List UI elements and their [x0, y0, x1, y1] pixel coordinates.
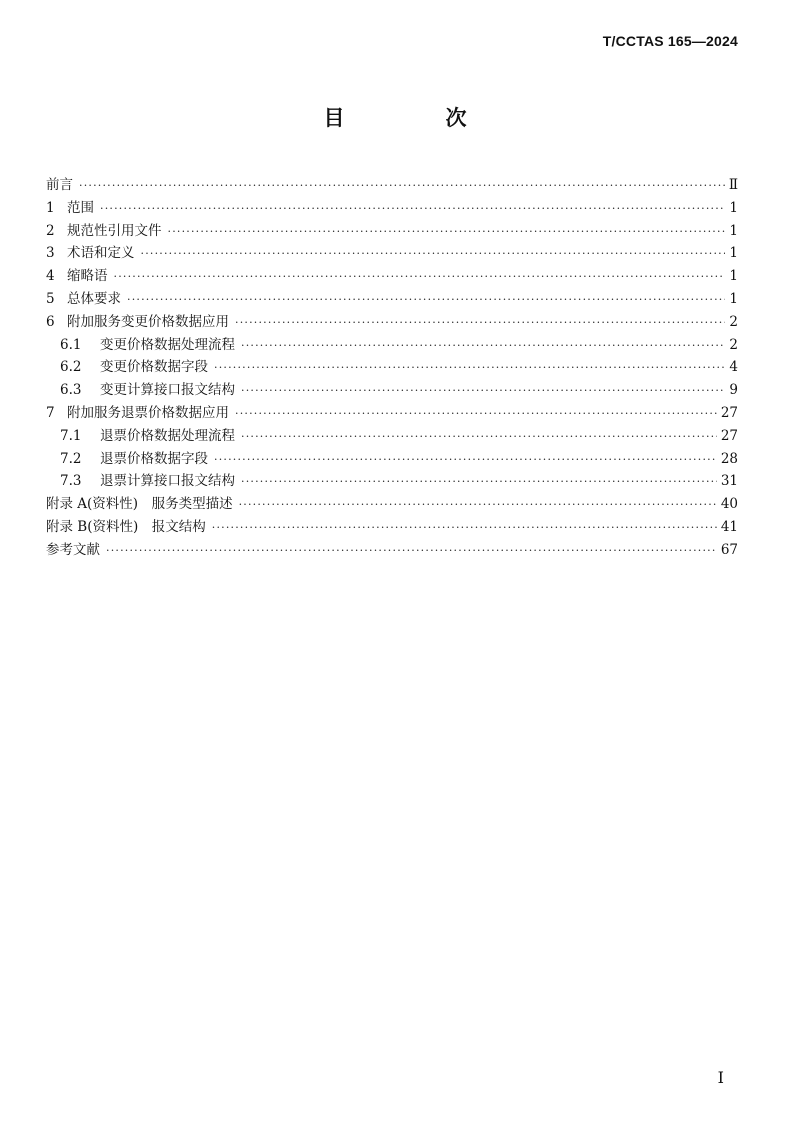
toc-dot-leader [100, 198, 725, 221]
table-of-contents [46, 174, 738, 562]
toc-entry-number: 6.2 [60, 359, 82, 376]
toc-entry-page: 1 [729, 199, 738, 216]
toc-entry-page: 28 [720, 450, 738, 467]
toc-entry-label: 退票价格数据处理流程 [100, 427, 235, 444]
toc-entry-label: 规范性引用文件 [67, 222, 162, 239]
toc-entry[interactable] [46, 379, 738, 402]
toc-entry-number: 2 [46, 222, 55, 239]
toc-entry-number: 7.2 [60, 450, 82, 467]
toc-entry-page: 67 [720, 541, 738, 558]
toc-entry-number: 6.3 [60, 382, 82, 399]
toc-entry-page: 1 [729, 245, 738, 262]
toc-entry[interactable] [46, 265, 738, 288]
toc-dot-leader [241, 471, 717, 494]
toc-entry-page: 1 [729, 222, 738, 239]
toc-entry-page: 41 [720, 518, 738, 535]
toc-entry[interactable] [46, 311, 738, 334]
toc-entry[interactable] [46, 220, 738, 243]
toc-entry-label: 附加服务变更价格数据应用 [67, 313, 229, 330]
toc-entry-number: 4 [46, 268, 55, 285]
toc-entry[interactable] [46, 334, 738, 357]
toc-dot-leader [106, 540, 717, 563]
toc-entry-label: 变更计算接口报文结构 [100, 382, 235, 399]
toc-entry-label: 附加服务退票价格数据应用 [67, 404, 229, 421]
toc-entry[interactable] [46, 174, 738, 197]
toc-entry-label: 退票价格数据字段 [100, 450, 208, 467]
toc-entry[interactable] [46, 288, 738, 311]
toc-entry-page: 4 [729, 359, 738, 376]
toc-entry[interactable] [46, 425, 738, 448]
toc-dot-leader [127, 289, 725, 312]
toc-entry-page: 1 [729, 268, 738, 285]
toc-entry-page: 27 [720, 427, 738, 444]
toc-dot-leader [79, 175, 725, 198]
toc-entry-page: 2 [729, 313, 738, 330]
toc-dot-leader [214, 357, 725, 380]
toc-dot-leader [141, 243, 726, 266]
toc-entry-page: 1 [729, 290, 738, 307]
toc-entry-number: 5 [46, 290, 55, 307]
toc-entry[interactable] [46, 197, 738, 220]
toc-entry-label: 附录 B(资料性) 报文结构 [46, 518, 206, 535]
toc-entry-label: 变更价格数据处理流程 [100, 336, 235, 353]
toc-entry-number: 7 [46, 404, 55, 421]
toc-dot-leader [214, 449, 717, 472]
toc-entry-number: 1 [46, 199, 55, 216]
toc-entry[interactable] [46, 356, 738, 379]
toc-entry-label: 术语和定义 [67, 245, 135, 262]
toc-dot-leader [168, 221, 726, 244]
toc-entry-label: 参考文献 [46, 541, 100, 558]
toc-entry-page: 9 [729, 382, 738, 399]
toc-entry-page: 2 [729, 336, 738, 353]
toc-entry-label: 附录 A(资料性) 服务类型描述 [46, 496, 233, 513]
toc-dot-leader [235, 312, 725, 335]
toc-dot-leader [235, 403, 717, 426]
document-code: T/CCTAS 165—2024 [602, 33, 738, 49]
toc-entry[interactable] [46, 242, 738, 265]
toc-entry-number: 6.1 [60, 336, 82, 353]
toc-entry[interactable] [46, 539, 738, 562]
toc-entry-page: 27 [720, 404, 738, 421]
toc-entry-number: 6 [46, 313, 55, 330]
toc-dot-leader [241, 335, 725, 358]
toc-entry-number: 7.1 [60, 427, 82, 444]
toc-entry-label: 前言 [46, 177, 73, 193]
toc-dot-leader [239, 494, 717, 517]
toc-title: 目 次 [323, 106, 507, 130]
toc-entry[interactable] [46, 516, 738, 539]
toc-entry-number: 3 [46, 245, 55, 262]
toc-entry[interactable] [46, 402, 738, 425]
toc-dot-leader [114, 266, 726, 289]
toc-dot-leader [241, 380, 725, 403]
toc-entry-page: 31 [720, 473, 738, 490]
toc-entry-label: 缩略语 [67, 268, 108, 285]
toc-entry-label: 退票计算接口报文结构 [100, 473, 235, 490]
toc-entry-page: Ⅱ [728, 177, 738, 193]
toc-entry[interactable] [46, 470, 738, 493]
toc-dot-leader [241, 426, 717, 449]
toc-entry[interactable] [46, 448, 738, 471]
page-number: Ⅰ [717, 1068, 724, 1087]
toc-dot-leader [212, 517, 717, 540]
toc-entry-number: 7.3 [60, 473, 82, 490]
toc-entry-label: 总体要求 [67, 290, 121, 307]
toc-entry-label: 变更价格数据字段 [100, 359, 208, 376]
toc-entry[interactable] [46, 493, 738, 516]
toc-entry-page: 40 [720, 496, 738, 513]
toc-entry-label: 范围 [67, 199, 94, 216]
